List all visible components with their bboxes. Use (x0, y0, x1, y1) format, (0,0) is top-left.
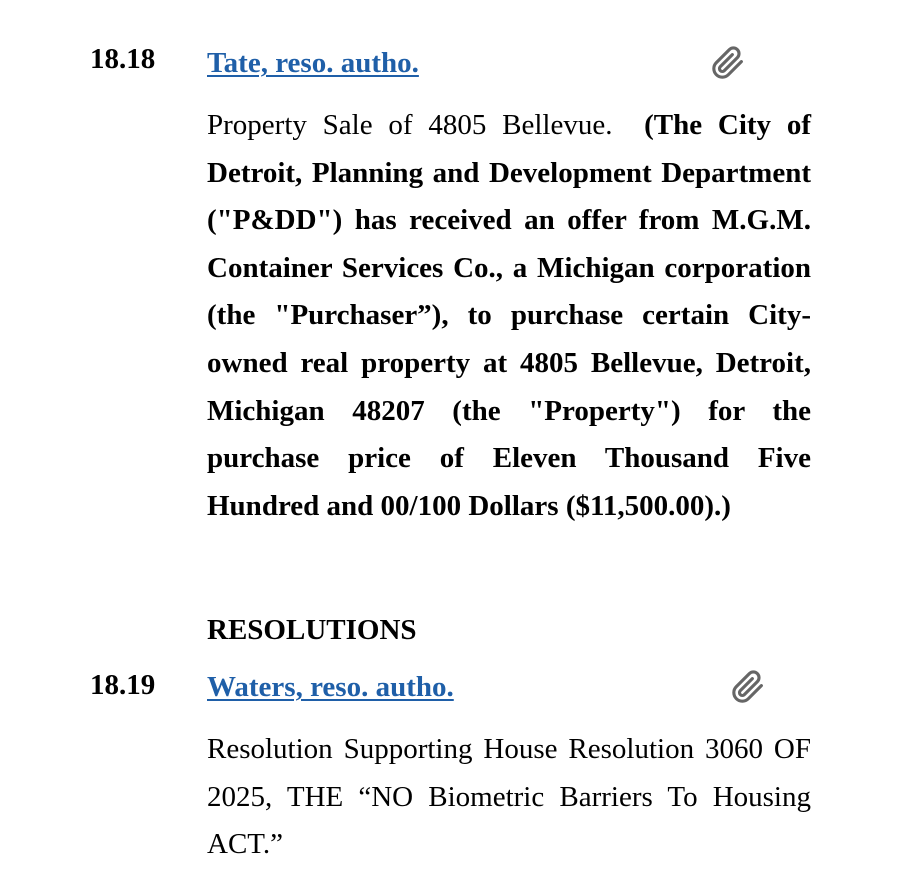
item-description: Resolution Supporting House Resolution 3060 OF 2025, THE “NO Biometric Barriers To Housing ACT.” (207, 733, 811, 861)
description-plain-text: Property Sale of 4805 Bellevue. (207, 109, 613, 141)
paperclip-icon[interactable] (731, 670, 765, 704)
description-bold-text: (The City of Detroit, Planning and Development Department ("P&DD") has received an offer from M.G.M. Container Services Co., a Michigan corporation (the "Purchaser”), to purchase certain City-owned real property at 4805 Bellevue, Detroit, Michigan 48207 (the "Property") for the purchase price of Eleven Thousand Five Hundred and 00/100 Dollars ($11,500.00).) (207, 109, 812, 522)
item-link-waters[interactable]: Waters, reso. autho. (207, 671, 454, 703)
item-number: 18.18 (90, 43, 156, 75)
item-link-tate[interactable]: Tate, reso. autho. (207, 47, 419, 79)
section-heading-resolutions: RESOLUTIONS (207, 614, 417, 646)
item-number: 18.19 (90, 669, 156, 701)
paperclip-icon[interactable] (711, 46, 745, 80)
item-description (207, 102, 811, 530)
